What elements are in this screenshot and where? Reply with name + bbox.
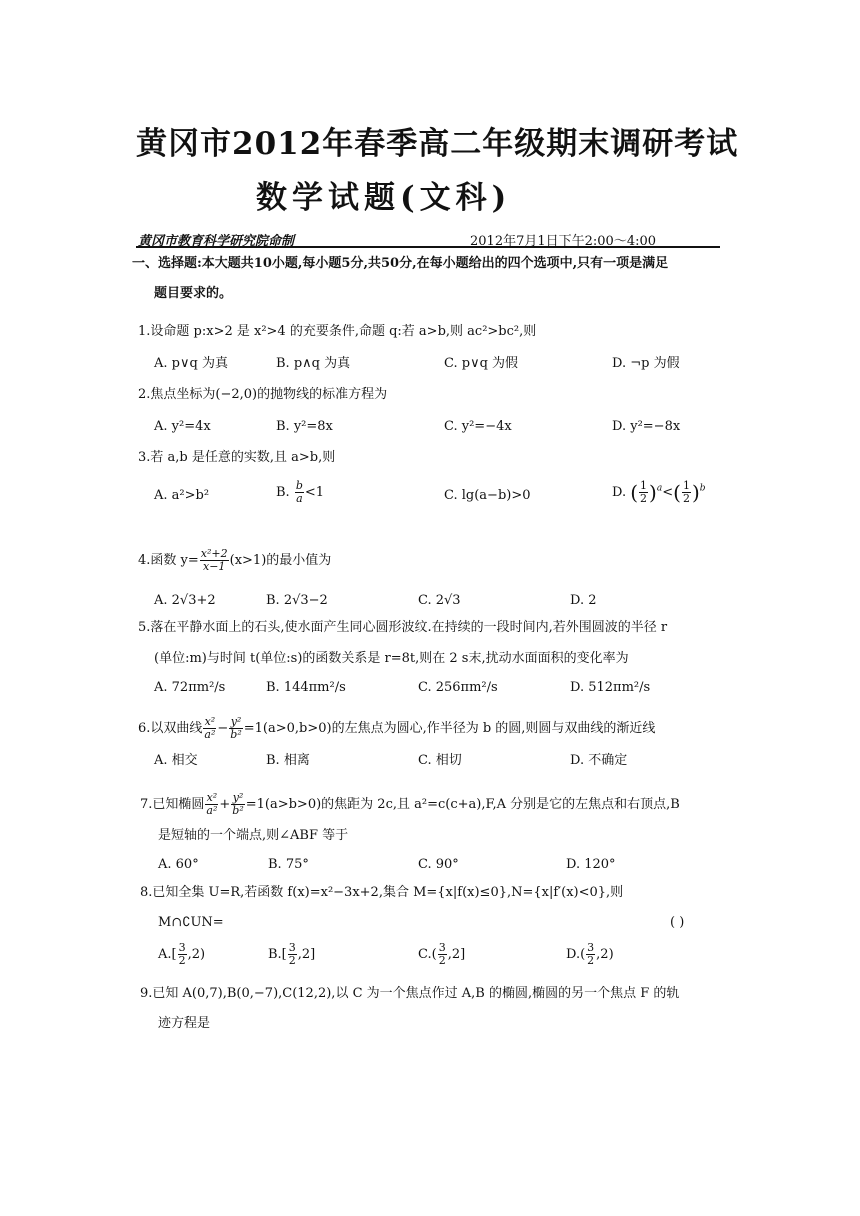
question-5-option-a: A. 72πm²/s (154, 680, 226, 695)
exam-time-text: 2012年7月1日下午2:00～4:00 (470, 234, 657, 249)
question-8-stem: 8.已知全集 U=R,若函数 f(x)=x²−3x+2,集合 M={x|f(x)≤0},N={x|f′(x)<0},则 (140, 885, 624, 900)
exam-title: 黄冈市2012年春季高二年级期末调研考试 (136, 126, 739, 162)
question-8-option-c: C.( $\frac{3}{2}$ ,2] (418, 941, 466, 967)
answer-blank: ( ) (670, 915, 685, 930)
question-7-option-a: A. 60° (158, 857, 199, 872)
question-1-stem: 1.设命题 p:x>2 是 x²>4 的充要条件,命题 q:若 a>b,则 ac²>bc²,则 (138, 324, 537, 339)
fraction-b-over-a: $\frac{b}{a}$ (295, 479, 303, 505)
section-heading: 一、选择题:本大题共10小题,每小题5分,共50分,在每小题给出的四个选项中,只有一项是满足 (132, 256, 669, 271)
question-5-option-c: C. 256πm²/s (418, 680, 498, 695)
question-8-stem-cont: M∩∁UN= (158, 915, 224, 930)
question-8-option-a: A.[ $\frac{3}{2}$ ,2) (158, 941, 206, 967)
question-5-stem-cont: (单位:m)与时间 t(单位:s)的函数关系是 r=8t,则在 2 s末,扰动水面面积的变化率为 (154, 651, 629, 666)
question-3-option-b: B. $\frac{b}{a}$ <1 (276, 479, 325, 505)
question-5-option-b: B. 144πm²/s (266, 680, 346, 695)
question-3-stem: 3.若 a,b 是任意的实数,且 a>b,则 (138, 450, 336, 465)
question-1-option-c: C. p∨q 为假 (444, 356, 519, 371)
question-7-option-b: B. 75° (268, 857, 309, 872)
question-6-stem: 6.以双曲线 $\frac{\text{x²}}{\text{a²}}$ − $\frac{\text{y²}}{\text{b²}}$ =1(a>0,b>0)的左焦点为圆心,作半径为 b 的圆,则圆与双曲线的渐近线 (138, 715, 656, 741)
issuer-text: 黄冈市教育科学研究院命制 (138, 234, 295, 249)
question-8-option-b: B.[ $\frac{3}{2}$ ,2] (268, 941, 316, 967)
question-1-option-b: B. p∧q 为真 (276, 356, 351, 371)
question-3-option-a: A. a²>b² (154, 488, 210, 503)
question-2-option-b: B. y²=8x (276, 419, 333, 434)
question-3-option-c: C. lg(a−b)>0 (444, 488, 531, 503)
question-8-option-d: D.( $\frac{3}{2}$ ,2) (566, 941, 614, 967)
question-4-option-c: C. 2√3 (418, 593, 461, 608)
section-heading-cont: 题目要求的。 (154, 286, 233, 301)
question-2-option-a: A. y²=4x (154, 419, 211, 434)
question-6-option-b: B. 相离 (266, 753, 310, 768)
question-6-option-c: C. 相切 (418, 753, 462, 768)
question-6-option-d: D. 不确定 (570, 753, 628, 768)
question-9-stem: 9.已知 A(0,7),B(0,−7),C(12,2),以 C 为一个焦点作过 A,B 的椭圆,椭圆的另一个焦点 F 的轨 (140, 986, 680, 1001)
question-7-stem-cont: 是短轴的一个端点,则∠ABF 等于 (158, 828, 349, 843)
question-1-option-d: D. ¬p 为假 (612, 356, 680, 371)
exam-subtitle: 数学试题(文科) (256, 180, 512, 216)
question-7-stem: 7.已知椭圆 $\frac{\text{x²}}{\text{a²}}$ + $\frac{\text{y²}}{\text{b²}}$ =1(a>b>0)的焦距为 2c,且 a²=c(c+a),F,A 分别是它的左焦点和右顶点,B (140, 791, 680, 817)
question-4-option-d: D. 2 (570, 593, 597, 608)
question-4-option-b: B. 2√3−2 (266, 593, 328, 608)
question-5-stem: 5.落在平静水面上的石头,使水面产生同心圆形波纹.在持续的一段时间内,若外围圆波的半径 r (138, 620, 668, 635)
question-3-option-d: D. ( $\frac{1}{2}$ )$^a$<( $\frac{1}{2}$ )$^b$ (612, 479, 706, 505)
question-7-option-c: C. 90° (418, 857, 459, 872)
question-2-stem: 2.焦点坐标为(−2,0)的抛物线的标准方程为 (138, 387, 388, 402)
header-divider (136, 246, 720, 248)
question-2-option-d: D. y²=−8x (612, 419, 681, 434)
question-9-stem-cont: 迹方程是 (158, 1016, 211, 1031)
question-1-option-a: A. p∨q 为真 (154, 356, 228, 371)
question-5-option-d: D. 512πm²/s (570, 680, 651, 695)
question-4-option-a: A. 2√3+2 (154, 593, 216, 608)
question-6-option-a: A. 相交 (154, 753, 198, 768)
question-2-option-c: C. y²=−4x (444, 419, 512, 434)
question-7-option-d: D. 120° (566, 857, 616, 872)
question-4-stem: 4.函数 y= $\frac{\text{x²+2}}{x-1}$ (x>1)的最小值为 (138, 547, 332, 573)
function-fraction: $\frac{\text{x²+2}}{x-1}$ (200, 547, 228, 573)
